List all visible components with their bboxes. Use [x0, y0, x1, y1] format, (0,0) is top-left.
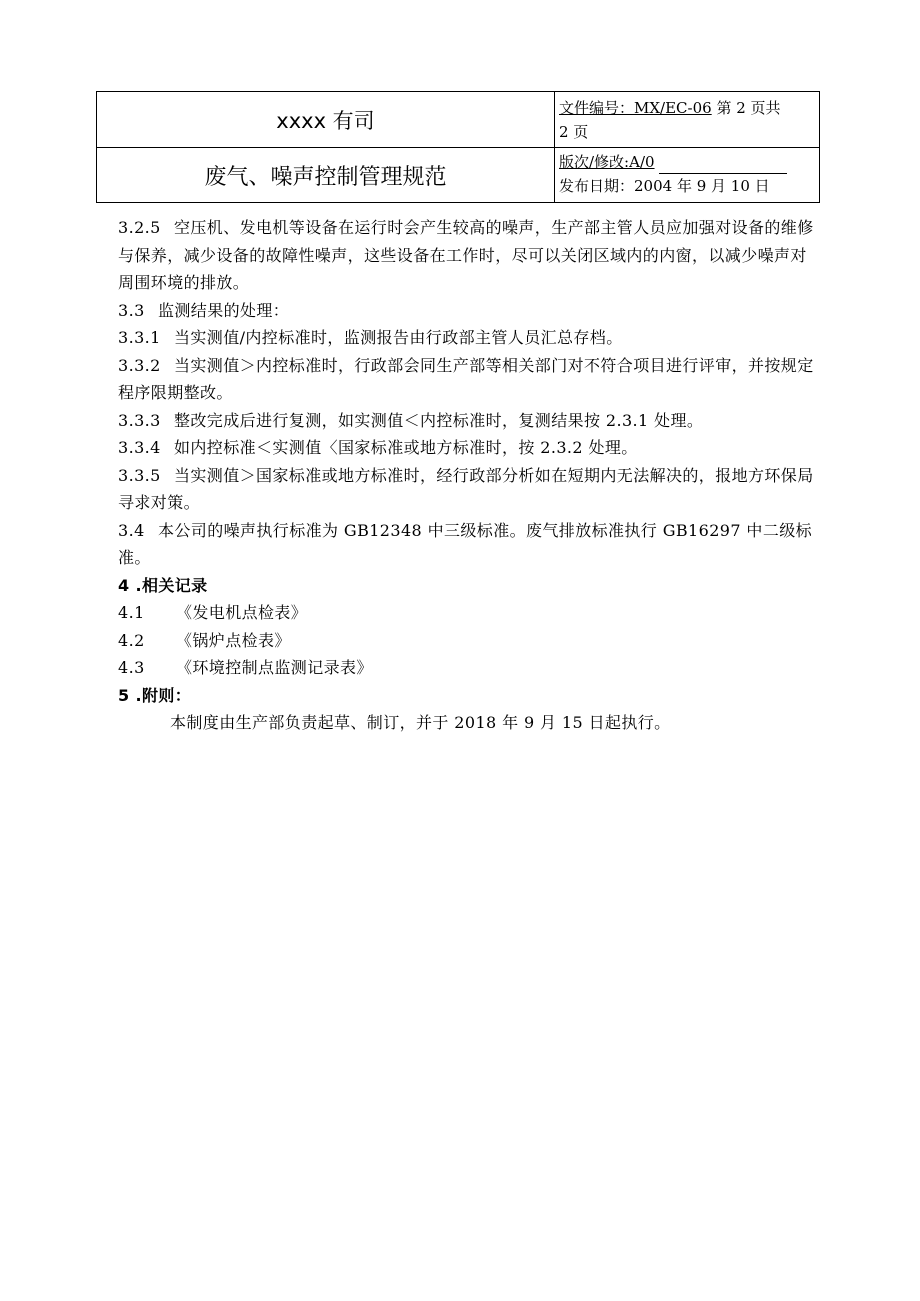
section-number: 3.3.2: [118, 355, 161, 375]
section-number: 4.2: [118, 630, 145, 650]
section-number: 3.3.5: [118, 465, 161, 485]
section-3-3-4: [118, 434, 822, 462]
section-4-2: [118, 627, 822, 655]
page-info-a: 第 2 页共: [711, 99, 781, 117]
section-3-3-1: [118, 324, 822, 352]
section-number: 3.3: [118, 300, 145, 320]
section-text: 《锅炉点检表》: [176, 630, 291, 650]
section-text: 如内控标准＜实测值〈国家标准或地方标准时，按 2.3.2 处理。: [174, 438, 638, 457]
section-text: 《环境控制点监测记录表》: [176, 658, 373, 677]
company-name: xxxx 有司: [97, 92, 554, 148]
header-right-column: [555, 92, 819, 202]
issue-date: 发布日期：2004 年 9 月 10 日: [559, 177, 770, 195]
section-5-text: 本制度由生产部负责起草、制订，并于 2018 年 9 月 15 日起执行。: [170, 713, 671, 732]
section-number: 3.4: [118, 520, 145, 540]
document-header-table: [96, 91, 820, 203]
doc-number: 文件编号：MX/EC-06: [559, 99, 712, 117]
section-4-heading: 4 .相关记录: [118, 575, 208, 595]
section-number: 3.2.5: [118, 218, 161, 237]
section-text: 整改完成后进行复测，如实测值＜内控标准时，复测结果按 2.3.1 处理。: [174, 410, 704, 430]
document-body: [118, 214, 822, 737]
section-text: 本公司的噪声执行标准为 GB12348 中三级标准。废气排放标准执行 GB16297 中二级标准。: [118, 520, 813, 567]
section-number: 3.3.4: [118, 438, 161, 457]
section-4-3: [118, 654, 822, 682]
version-blank-line: [659, 155, 787, 174]
header-left-column: [97, 92, 555, 202]
section-5-heading: 5 .附则：: [118, 685, 192, 705]
section-number: 4.1: [118, 603, 145, 622]
version-cell: [555, 148, 819, 203]
section-3-4: [118, 517, 822, 572]
section-number: 3.3.1: [118, 328, 161, 347]
section-text: 监测结果的处理：: [158, 300, 290, 320]
section-3-3-2: [118, 352, 822, 407]
section-text: 当实测值＞国家标准或地方标准时，经行政部分析如在短期内无法解决的，报地方环保局寻求对策。: [118, 465, 814, 512]
section-text: 《发电机点检表》: [176, 603, 308, 622]
section-3-3: [118, 297, 822, 325]
section-text: 空压机、发电机等设备在运行时会产生较高的噪声，生产部主管人员应加强对设备的维修与保养，减少设备的故障性噪声，这些设备在工作时，尽可以关闭区域内的内窗，以减少噪声对周围环境的排放。: [118, 218, 814, 292]
section-number: 3.3.3: [118, 410, 161, 430]
version-label: 版次/修改:A/0: [559, 153, 655, 171]
document-title: 废气、噪声控制管理规范: [204, 165, 447, 190]
section-4-1: [118, 599, 822, 627]
section-text: 当实测值＞内控标准时，行政部会同生产部等相关部门对不符合项目进行评审，并按规定程序限期整改。: [118, 355, 814, 402]
section-3-3-3: [118, 407, 822, 435]
section-text: 当实测值/内控标准时，监测报告由行政部主管人员汇总存档。: [174, 328, 623, 347]
doc-number-cell: [555, 92, 819, 148]
page-info-b: 2 页: [559, 123, 589, 141]
section-3-3-5: [118, 462, 822, 517]
section-3-2-5: [118, 214, 822, 297]
section-number: 4.3: [118, 658, 145, 677]
